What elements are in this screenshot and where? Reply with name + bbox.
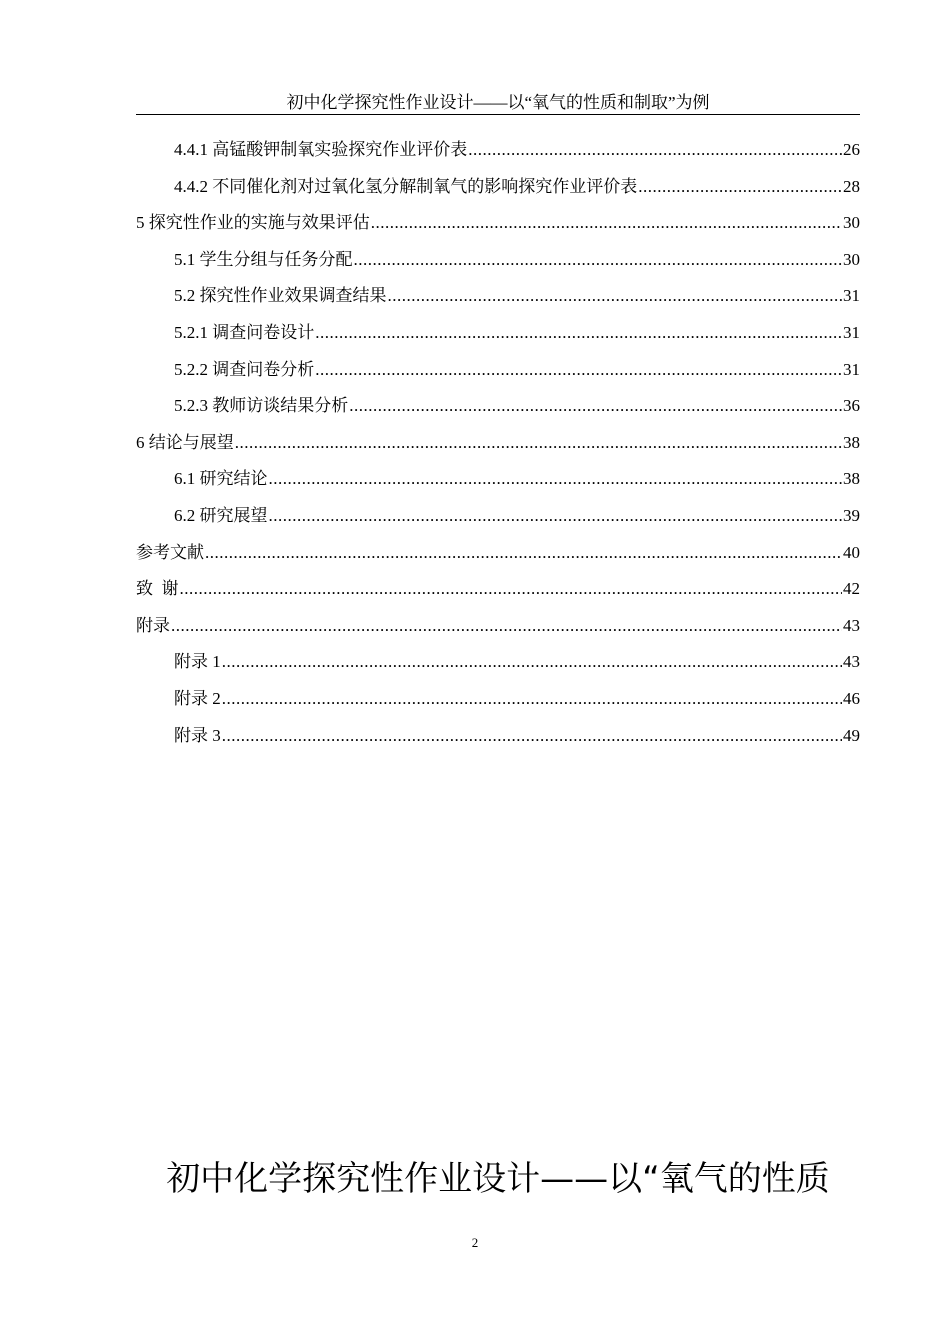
toc-entry-title: 6.1 研究结论 xyxy=(174,469,268,489)
toc-entry-page: 49 xyxy=(843,725,860,745)
toc-entry[interactable] xyxy=(136,644,860,681)
toc-dot-leader xyxy=(349,388,842,425)
toc-dot-leader xyxy=(388,278,843,315)
toc-entry-page: 42 xyxy=(843,579,860,599)
toc-entry-page: 39 xyxy=(843,505,860,525)
toc-dot-leader xyxy=(269,461,843,498)
toc-dot-leader xyxy=(171,608,842,645)
toc-dot-leader xyxy=(315,315,842,352)
toc-entry-title: 致 谢 xyxy=(136,579,179,599)
running-header: 初中化学探究性作业设计——以“氧气的性质和制取”为例 xyxy=(136,92,860,115)
toc-dot-leader xyxy=(180,571,843,608)
toc-entry-title: 4.4.1 高锰酸钾制氧实验探究作业评价表 xyxy=(174,140,468,159)
toc-entry-title: 附录 xyxy=(136,615,170,635)
toc-entry-page: 30 xyxy=(843,249,860,269)
toc-entry-page: 40 xyxy=(843,542,860,562)
toc-dot-leader xyxy=(354,242,843,279)
toc-entry-title: 5.2.2 调查问卷分析 xyxy=(174,359,315,379)
table-of-contents xyxy=(136,132,860,754)
toc-entry[interactable] xyxy=(136,718,860,755)
toc-dot-leader xyxy=(371,205,842,242)
toc-entry[interactable] xyxy=(136,388,860,425)
toc-entry-page: 28 xyxy=(843,176,860,196)
toc-entry[interactable] xyxy=(136,461,860,498)
toc-entry-title: 5.2.3 教师访谈结果分析 xyxy=(174,396,349,416)
toc-entry-page: 31 xyxy=(843,322,860,342)
toc-entry[interactable] xyxy=(136,425,860,462)
toc-entry[interactable] xyxy=(136,608,860,645)
toc-entry-page: 38 xyxy=(843,469,860,489)
toc-entry-page: 26 xyxy=(843,140,860,159)
toc-dot-leader xyxy=(638,169,842,206)
toc-entry[interactable] xyxy=(136,242,860,279)
toc-entry-page: 43 xyxy=(843,615,860,635)
toc-entry-title: 5 探究性作业的实施与效果评估 xyxy=(136,213,370,233)
toc-dot-leader xyxy=(269,498,843,535)
toc-entry-title: 附录 2 xyxy=(174,688,221,708)
document-title: 初中化学探究性作业设计——以“氧气的性质 xyxy=(166,1159,830,1199)
toc-entry-title: 6.2 研究展望 xyxy=(174,505,268,525)
toc-entry[interactable] xyxy=(136,352,860,389)
toc-entry-title: 4.4.2 不同催化剂对过氧化氢分解制氧气的影响探究作业评价表 xyxy=(174,176,638,196)
toc-entry-title: 5.1 学生分组与任务分配 xyxy=(174,249,353,269)
toc-entry[interactable] xyxy=(136,205,860,242)
toc-entry-title: 参考文献 xyxy=(136,542,204,562)
toc-entry-title: 5.2 探究性作业效果调查结果 xyxy=(174,286,387,306)
toc-entry[interactable] xyxy=(136,535,860,572)
toc-dot-leader xyxy=(222,644,842,681)
toc-dot-leader xyxy=(222,718,842,755)
toc-entry-page: 31 xyxy=(843,359,860,379)
toc-entry-title: 5.2.1 调查问卷设计 xyxy=(174,322,315,342)
toc-dot-leader xyxy=(235,425,842,462)
toc-entry[interactable] xyxy=(136,681,860,718)
toc-entry-title: 附录 3 xyxy=(174,725,221,745)
toc-entry[interactable] xyxy=(136,278,860,315)
toc-entry-page: 36 xyxy=(843,396,860,416)
page-number: 2 xyxy=(471,1235,479,1250)
toc-entry-page: 38 xyxy=(843,432,860,452)
toc-dot-leader xyxy=(205,535,842,572)
toc-dot-leader xyxy=(468,132,842,169)
toc-dot-leader xyxy=(222,681,842,718)
toc-entry-page: 46 xyxy=(843,688,860,708)
toc-entry-page: 30 xyxy=(843,213,860,233)
toc-entry-title: 附录 1 xyxy=(174,652,221,672)
toc-entry-page: 43 xyxy=(843,652,860,672)
toc-entry[interactable] xyxy=(136,315,860,352)
toc-entry-page: 31 xyxy=(843,286,860,306)
toc-entry[interactable] xyxy=(136,571,860,608)
toc-entry[interactable] xyxy=(136,498,860,535)
toc-entry[interactable] xyxy=(136,169,860,206)
toc-entry[interactable] xyxy=(136,132,860,169)
toc-dot-leader xyxy=(315,352,842,389)
toc-entry-title: 6 结论与展望 xyxy=(136,432,234,452)
